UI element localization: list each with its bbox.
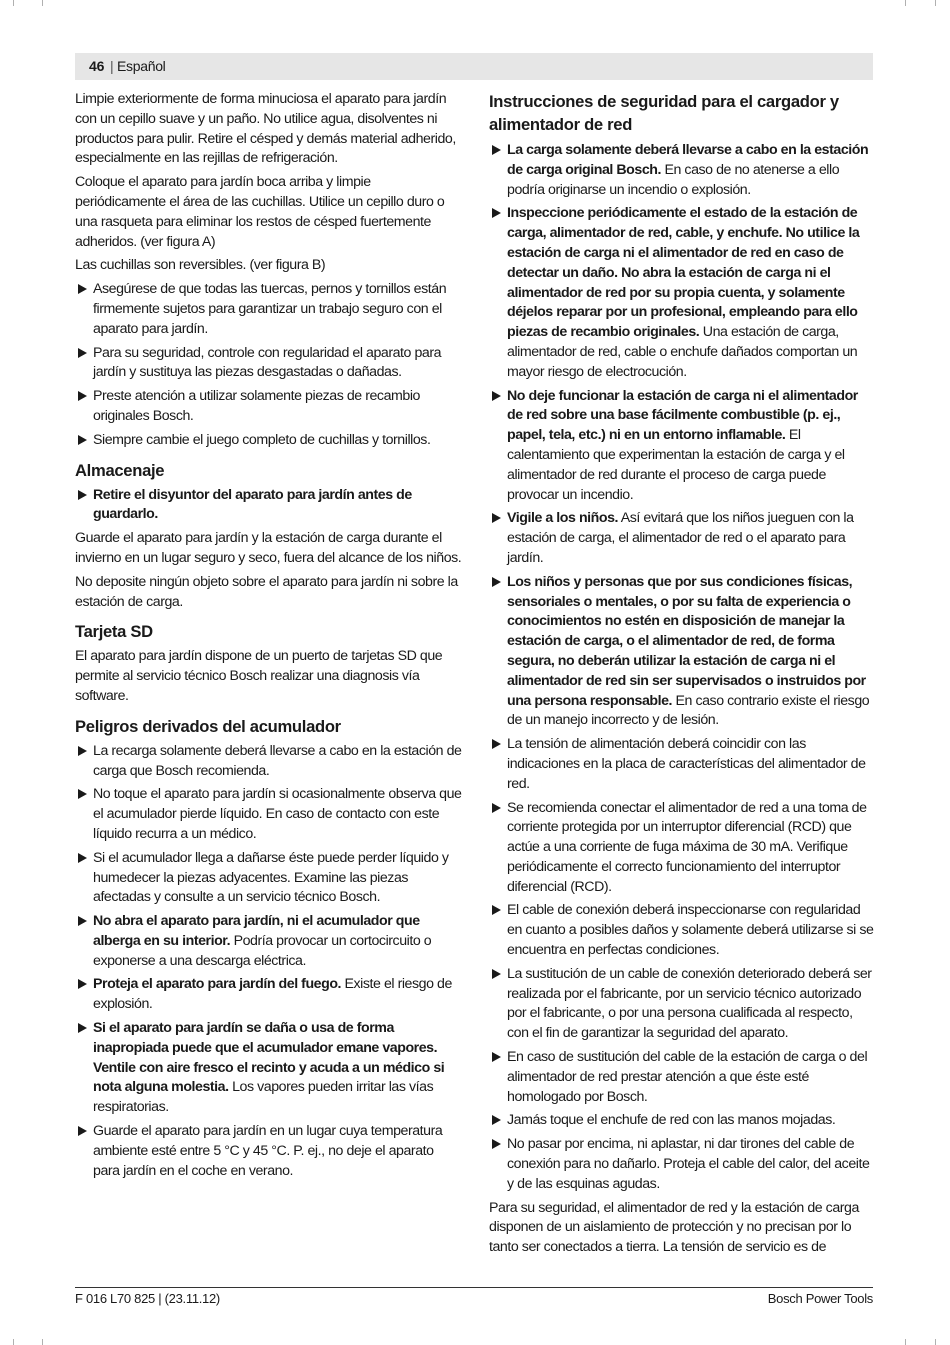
triangle-bullet-icon [492, 1052, 501, 1062]
triangle-bullet-icon [78, 490, 87, 500]
triangle-bullet-icon [492, 145, 501, 155]
list-item-text: No toque el aparato para jardín si ocasionalmente observa que el acumulador pierde líquido. En caso de contacto con este líquido recurra a un médico. [93, 786, 462, 842]
triangle-bullet-icon [78, 1126, 87, 1136]
paragraph: Coloque el aparato para jardín boca arriba y limpie periódicamente el área de las cuchillas. Utilice un cepillo duro o una rasqueta para eliminar los restos de césped fuertemente adheridos. (ver figura A) [75, 174, 445, 250]
triangle-bullet-icon [492, 391, 501, 401]
crop-mark [13, 1339, 14, 1345]
list-item-text: En caso de sustitución del cable de la estación de carga o del alimentador de red prestar atención a que éste esté homologado por Bosch. [507, 1049, 868, 1105]
list-item [489, 901, 875, 960]
list-item [489, 799, 875, 898]
triangle-bullet-icon [78, 746, 87, 756]
left-column [75, 90, 463, 1185]
list-item-text: Una estación de carga, alimentador de red, cable o enchufe dañados comportan un mayor riesgo de electrocución. [507, 324, 858, 380]
list-item-text: Siempre cambie el juego completo de cuchillas y tornillos. [93, 431, 431, 448]
triangle-bullet-icon [492, 969, 501, 979]
right-column [489, 90, 875, 1262]
triangle-bullet-icon [492, 803, 501, 813]
list-item [75, 742, 463, 782]
list-item-text: Si el acumulador llega a dañarse éste puede perder líquido y humedecer la piezas adyacentes. Examine las piezas afectadas y consulte a un servicio técnico Bosch. [93, 849, 449, 906]
list-item-text: El calentamiento que experimentan la estación de carga y el alimentador de red durante el proceso de carga puede provocar un incendio. [507, 427, 845, 503]
section-heading: Almacenaje [75, 460, 165, 480]
list-item-text: Jamás toque el enchufe de red con las manos mojadas. [507, 1112, 836, 1129]
list-item-text: Así evitará que los niños jueguen con la estación de carga, el alimentador de red o el aparato para jardín. [507, 510, 854, 566]
page-header [75, 53, 873, 80]
list-item [489, 387, 875, 506]
crop-mark [905, 1339, 906, 1345]
crop-mark [42, 1339, 43, 1345]
footer-brand: Bosch Power Tools [767, 1291, 873, 1306]
list-item-bold-text: Si el aparato para jardín se daña o usa de forma inapropiada puede que el acumulador emane vapores. Ventile con aire fresco el recinto y acuda a un médico si nota alguna molestia. [93, 1020, 445, 1096]
list-item-text: Guarde el aparato para jardín en un lugar cuya temperatura ambiente esté entre 5 °C y 45 °C. P. ej., no deje el aparato para jardín en el coche en verano. [93, 1123, 443, 1179]
triangle-bullet-icon [78, 979, 87, 989]
paragraph: No deposite ningún objeto sobre el aparato para jardín ni sobre la estación de carga. [75, 573, 458, 610]
triangle-bullet-icon [78, 435, 87, 445]
list-item [489, 1135, 875, 1194]
bullet-list [489, 141, 875, 1195]
list-item [75, 1019, 463, 1118]
list-item-bold-text: Retire el disyuntor del aparato para jardín antes de guardarlo. [93, 486, 412, 523]
list-item [75, 1122, 463, 1181]
triangle-bullet-icon [78, 853, 87, 863]
list-item-text: El cable de conexión deberá inspeccionarse con regularidad en cuanto a posibles daños y solamente deberá utilizarse si se encuentra en perfectas condiciones. [507, 902, 874, 959]
list-item-text: La sustitución de un cable de conexión deteriorado deberá ser realizada por el fabricante, por un servicio técnico autorizado por el fabricante, o por una persona cualificada al respecto, con el fin de garantizar la seguridad del aparato. [507, 965, 872, 1042]
paragraph: Las cuchillas son reversibles. (ver figura B) [75, 257, 326, 274]
paragraph: Limpie exteriormente de forma minuciosa el aparato para jardín con un cepillo suave y un paño. No utilice agua, disolventes ni productos para pulir. Retire el césped y demás material adherido, especialmente en las rejillas de refrigeración. [75, 91, 456, 167]
triangle-bullet-icon [492, 1139, 501, 1149]
list-item-text: Los vapores pueden irritar las vías respiratorias. [93, 1079, 434, 1116]
triangle-bullet-icon [78, 916, 87, 926]
list-item [75, 431, 463, 451]
list-item [489, 509, 875, 568]
list-item [489, 1048, 875, 1107]
bullet-list [75, 280, 463, 450]
list-item-text: La recarga solamente deberá llevarse a cabo en la estación de carga que Bosch recomienda. [93, 742, 462, 779]
list-item-text: Para su seguridad, controle con regularidad el aparato para jardín y sustituya las piezas desgastadas o dañadas. [93, 344, 442, 381]
list-item-text: Se recomienda conectar el alimentador de red a una toma de corriente protegida por un interruptor diferencial (RCD) que actúe a una corriente de fuga máxima de 30 mA. Verifique periódicamente el correcto funcionamiento del interruptor diferencial (RCD). [507, 799, 867, 895]
bullet-list [75, 742, 463, 1182]
list-item-bold-text: No deje funcionar la estación de carga ni el alimentador de red sobre una base fácilmente combustible (p. ej., papel, tela, etc.) ni en un entorno inflamable. [507, 387, 858, 444]
list-item-text: Existe el riesgo de explosión. [93, 976, 452, 1013]
list-item-text: Podría provocar un cortocircuito o exponerse a una descarga eléctrica. [93, 932, 432, 969]
triangle-bullet-icon [492, 513, 501, 523]
list-item-text: La tensión de alimentación deberá coincidir con las indicaciones en la placa de características del alimentador de red. [507, 736, 866, 792]
page-number: 46 [89, 58, 105, 74]
list-item [75, 849, 463, 908]
list-item [489, 1111, 875, 1131]
list-item-text: No pasar por encima, ni aplastar, ni dar tirones del cable de conexión para no dañarlo. Proteja el cable del calor, del aceite y de las esquinas agudas. [507, 1136, 870, 1192]
header-separator: | [110, 58, 114, 74]
list-item [75, 280, 463, 339]
triangle-bullet-icon [78, 391, 87, 401]
list-item [489, 573, 875, 731]
triangle-bullet-icon [492, 1115, 501, 1125]
bullet-list [75, 486, 463, 526]
list-item [489, 141, 875, 200]
footer-divider [75, 1287, 873, 1288]
triangle-bullet-icon [78, 789, 87, 799]
list-item [75, 486, 463, 526]
crop-mark [42, 0, 43, 6]
list-item [489, 204, 875, 382]
footer-document-code: F 016 L70 825 | (23.11.12) [75, 1291, 220, 1306]
section-heading: Tarjeta SD [75, 622, 153, 642]
triangle-bullet-icon [492, 739, 501, 749]
triangle-bullet-icon [78, 348, 87, 358]
list-item-text: En caso contrario existe el riesgo de un manejo incorrecto y de lesión. [507, 692, 870, 729]
paragraph: Para su seguridad, el alimentador de red y la estación de carga disponen de un aislamiento de protección y no precisan por lo tanto ser conectados a tierra. La tensión de servicio es de [489, 1199, 859, 1256]
list-item-bold-text: Vigile a los niños. [507, 510, 619, 527]
triangle-bullet-icon [78, 1023, 87, 1033]
list-item-bold-text: Inspeccione periódicamente el estado de la estación de carga, alimentador de red, cable, y enchufe. No utilice la estación de carga ni el alimentador de red en caso de detectar un daño. No abra la estación de carga ni el alimentador de red por su propia cuenta, y solamente déjelos reparar por un profesional, empleando para ello piezas de recambio originales. [507, 205, 860, 341]
crop-mark [935, 0, 936, 6]
list-item-bold-text: Los niños y personas que por sus condiciones físicas, sensoriales o mentales, o por su falta de experiencia o conocimientos no estén en disposición de manejar la estación de carga, o el alimentador de red, de forma segura, no deberán utilizar la estación de carga ni el alimentador de red sin ser supervisados o instruidos por una persona responsable. [507, 573, 866, 709]
list-item [489, 735, 875, 794]
list-item [75, 785, 463, 844]
crop-mark [905, 0, 906, 6]
list-item-text: Asegúrese de que todas las tuercas, pernos y tornillos están firmemente sujetos para garantizar un trabajo seguro con el aparato para jardín. [93, 281, 447, 337]
list-item-bold-text: La carga solamente deberá llevarse a cabo en la estación de carga original Bosch. [507, 142, 869, 178]
list-item [489, 965, 875, 1044]
list-item-bold-text: No abra el aparato para jardín, ni el acumulador que alberga en su interior. [93, 913, 420, 949]
triangle-bullet-icon [492, 577, 501, 587]
list-item-text: En caso de no atenerse a ello podría originarse un incendio o explosión. [507, 161, 840, 198]
triangle-bullet-icon [492, 208, 501, 218]
list-item [75, 912, 463, 971]
list-item [75, 344, 463, 384]
crop-mark [935, 1339, 936, 1345]
section-heading: Peligros derivados del acumulador [75, 716, 341, 736]
section-heading: Instrucciones de seguridad para el cargador y alimentador de red [489, 92, 839, 134]
paragraph: El aparato para jardín dispone de un puerto de tarjetas SD que permite al servicio técnico Bosch realizar una diagnosis vía software. [75, 648, 443, 704]
triangle-bullet-icon [78, 284, 87, 294]
list-item-text: Preste atención a utilizar solamente piezas de recambio originales Bosch. [93, 388, 420, 424]
list-item [75, 975, 463, 1015]
triangle-bullet-icon [492, 905, 501, 915]
header-language: Español [117, 58, 166, 74]
list-item [75, 387, 463, 427]
crop-mark [13, 0, 14, 6]
list-item-bold-text: Proteja el aparato para jardín del fuego. [93, 976, 342, 993]
paragraph: Guarde el aparato para jardín y la estación de carga durante el invierno en un lugar seguro y seco, fuera del alcance de los niños. [75, 530, 462, 566]
